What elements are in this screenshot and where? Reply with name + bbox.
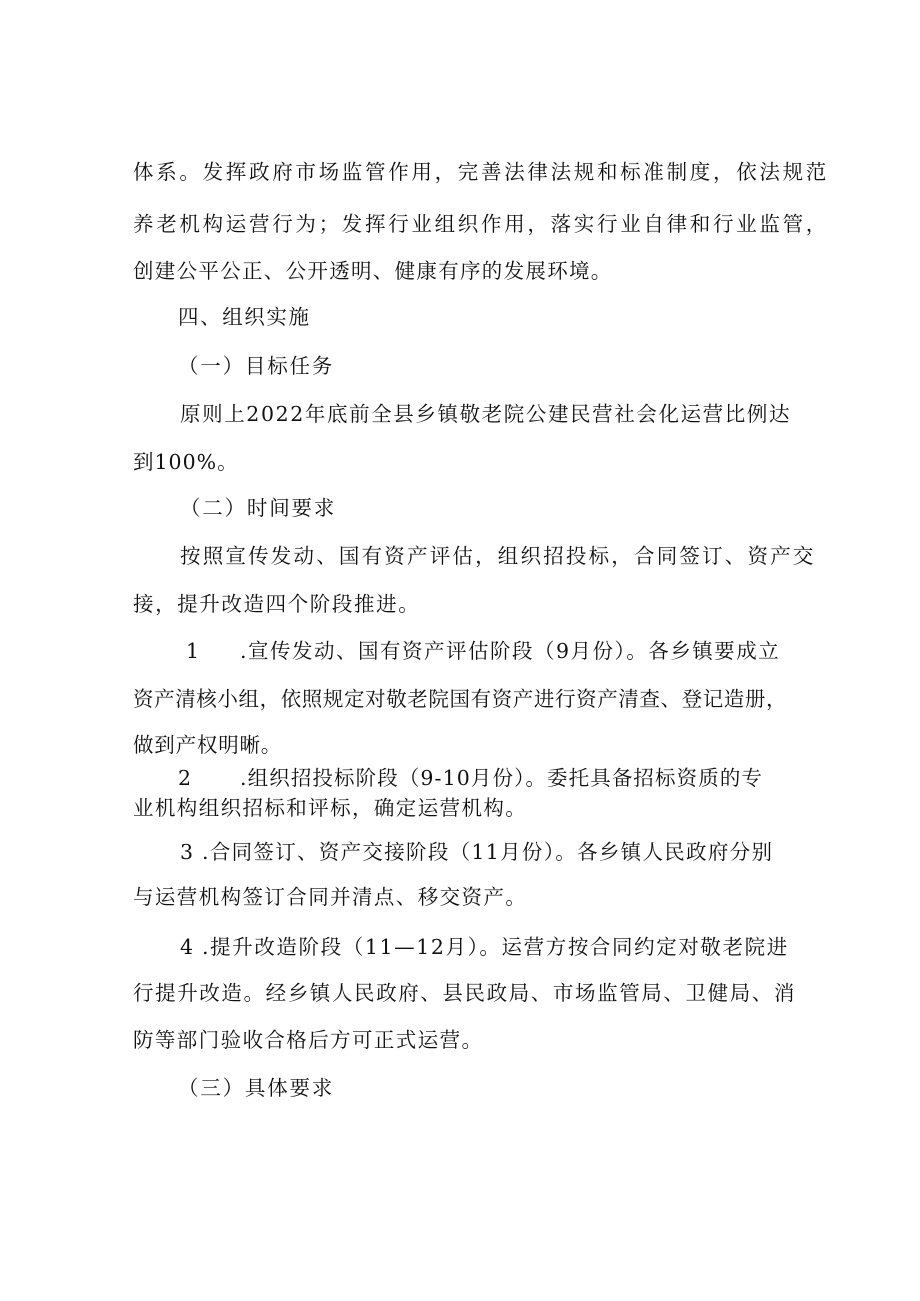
list-item-number: 1 bbox=[186, 639, 201, 663]
paragraph-line: 业机构组织招标和评标，确定运营机构。 bbox=[133, 796, 528, 820]
paragraph-line: 原则上2022年底前全县乡镇敬老院公建民营社会化运营比例达 bbox=[180, 402, 792, 426]
paragraph-line: 到100%。 bbox=[133, 450, 239, 474]
paragraph-line: 与运营机构签订合同并清点、移交资产。 bbox=[133, 885, 528, 909]
subsection-heading: （三）具体要求 bbox=[178, 1076, 335, 1100]
list-item-number: 3 bbox=[180, 840, 195, 864]
list-item-number: 4 bbox=[180, 935, 195, 959]
paragraph-line: .提升改造阶段（11—12月）。运营方按合同约定对敬老院进 bbox=[202, 935, 789, 959]
list-item-number: 2 bbox=[178, 766, 193, 790]
paragraph-line: 接，提升改造四个阶段推进。 bbox=[133, 592, 421, 616]
section-heading: 四、组织实施 bbox=[178, 305, 311, 329]
paragraph-line: 按照宣传发动、国有资产评估，组织招投标，合同签订、资产交 bbox=[180, 544, 816, 568]
subsection-heading: （二）时间要求 bbox=[180, 496, 337, 520]
paragraph-line: .组织招投标阶段（9-10月份）。委托具备招标资质的专 bbox=[240, 766, 764, 790]
paragraph-line: .合同签订、资产交接阶段（11月份）。各乡镇人民政府分别 bbox=[202, 840, 774, 864]
paragraph-line: 体系。发挥政府市场监管作用，完善法律法规和标准制度，依法规范 bbox=[133, 160, 829, 184]
subsection-heading: （一）目标任务 bbox=[178, 354, 335, 378]
paragraph-line: .宣传发动、国有资产评估阶段（9月份）。各乡镇要成立 bbox=[240, 639, 781, 663]
paragraph-line: 行提升改造。经乡镇人民政府、县民政局、市场监管局、卫健局、消 bbox=[133, 981, 796, 1005]
paragraph-line: 防等部门验收合格后方可正式运营。 bbox=[133, 1028, 484, 1052]
paragraph-line: 资产清核小组，依照规定对敬老院国有资产进行资产清查、登记造册， bbox=[133, 687, 788, 711]
paragraph-line: 创建公平公正、公开透明、健康有序的发展环境。 bbox=[133, 259, 613, 283]
paragraph-line: 做到产权明晰。 bbox=[133, 733, 283, 757]
paragraph-line: 养老机构运营行为；发挥行业组织作用，落实行业自律和行业监管， bbox=[133, 212, 829, 236]
